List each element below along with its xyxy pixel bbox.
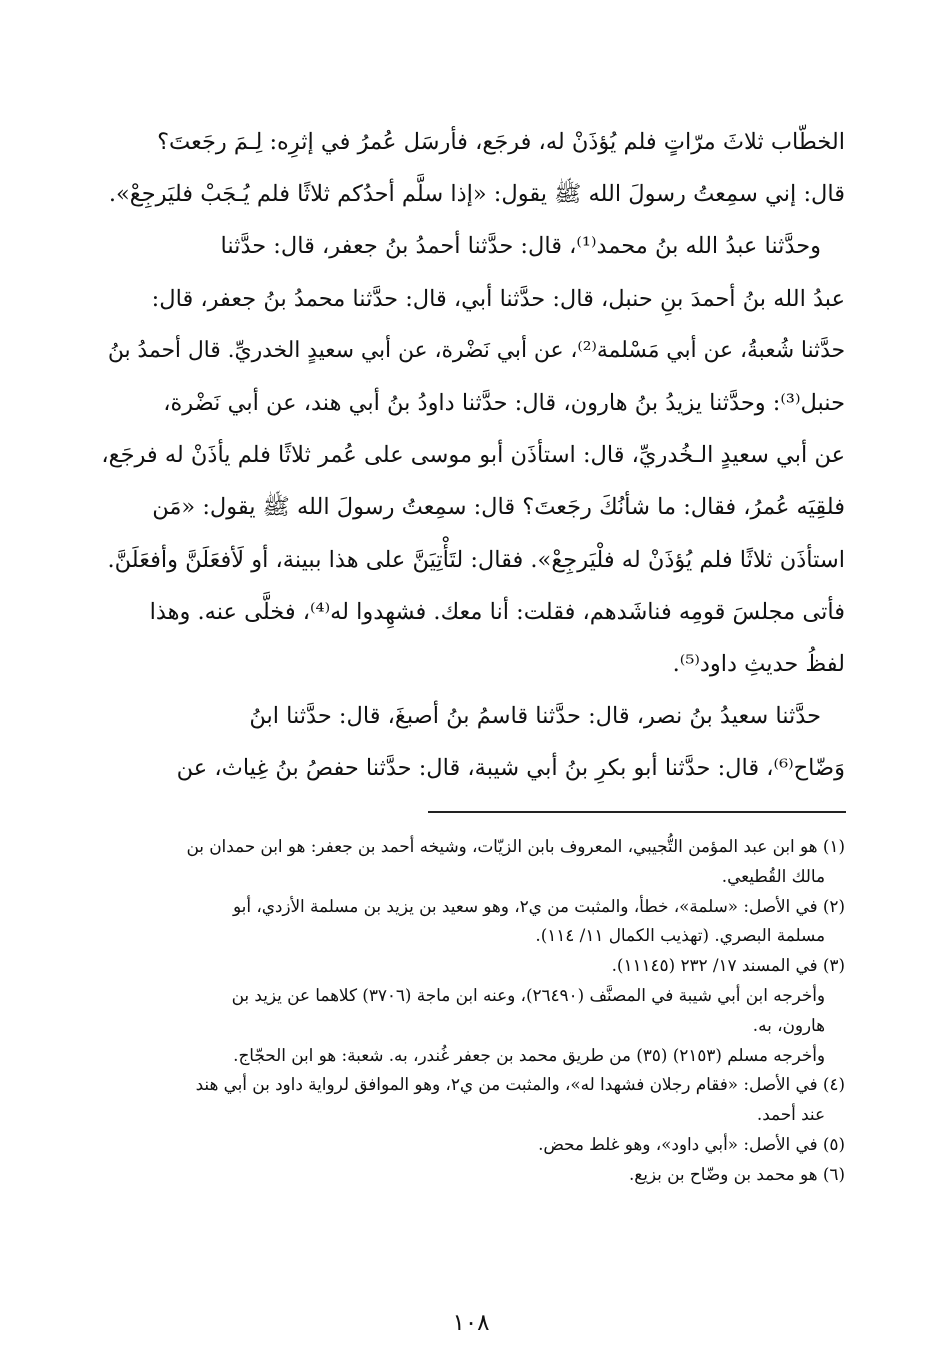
footnote-line: (٥) في الأصل: «أبي داود»، وهو غلط محض. [538,1133,845,1154]
footnote-line: وأخرجه مسلم (٢١٥٣) (٣٥) من طريق محمد بن جعفر غُندر، به. شعبة: هو ابن الحجّاج. [233,1044,825,1065]
footnote-line: عند أحمد. [756,1104,825,1125]
text-line: عن أبي سعيدٍ الـخُدريِّ، قال: استأذَن أبو موسى على عُمر ثلاثًا فلم يأذَنْ له فرجَع، [101,442,845,469]
text-line: قال: إني سمِعتُ رسولَ الله ﷺ يقول: «إذا سلَّم أحدُكم ثلاثًا فلم يُـجَبْ فليَرجِعْ». [108,181,845,208]
footnote-line: (٦) هو محمد بن وضّاح بن بزيع. [628,1163,845,1184]
text-line: الخطّاب ثلاثَ مرّاتٍ فلم يُؤذَنْ له، فرجَع، فأرسَل عُمرُ في إثرِه: لِـمَ رجَعتَ؟ [157,129,845,155]
text-line: استأذَن ثلاثًا فلم يُؤذَنْ له فلْيَرجِعْ». فقال: لتَأْتِيَنَّ على هذا ببينة، أو لَأفعَلَنَّ وأفعَلَنَّ. [107,546,845,573]
footnote-line: هارون، به. [752,1014,825,1035]
text-line: حدَّثنا شُعبةُ، عن أبي مَسْلمة⁽²⁾، عن أبي نَضْرة، عن أبي سعيدٍ الخدريِّ. قال أحمدُ بنُ [107,337,845,363]
text-line: وَضّاح⁽⁶⁾، قال: حدَّثنا أبو بكرِ بنُ أبي شيبة، قال: حدَّثنا حفصُ بنُ غِياث، عن [176,755,845,782]
main-text [100,116,845,795]
footnote-line: مسلمة البصري. (تهذيب الكمال ١١/ ١١٤). [535,925,825,946]
text-line: حنبل⁽³⁾: وحدَّثنا يزيدُ بنُ هارون، قال: حدَّثنا داودُ بنُ أبي هند، عن أبي نَضْرة، [163,390,845,417]
text-line: وحدَّثنا عبدُ الله بنُ محمد⁽¹⁾، قال: حدَّثنا أحمدُ بنُ جعفر، قال: حدَّثنا [220,233,821,260]
footnote-separator [428,811,846,813]
text-line: فلقِيَه عُمرُ، فقال: ما شأنُكَ رجَعتَ؟ قال: سمِعتُ رسولَ الله ﷺ يقول: «مَن [152,494,845,521]
footnotes [100,832,845,1190]
footnote-line: وأخرجه ابن أبي شيبة في المصنَّف (٢٦٤٩٠)، وعنه ابن ماجة (٣٧٠٦) كلاهما عن يزيد بن [231,984,825,1005]
footnote-line: (٣) في المسند ١٧/ ٢٣٢ (١١١٤٥). [611,955,845,976]
text-line: لفظُ حديثِ داود⁽⁵⁾. [672,651,845,678]
text-line: عبدُ الله بنُ أحمدَ بنِ حنبل، قال: حدَّثنا أبي، قال: حدَّثنا محمدُ بنُ جعفر، قال: [151,285,845,312]
page-number: ١٠٨ [452,1310,490,1336]
footnote-line: (١) هو ابن عبد المؤمن التُّجيبي، المعروف بابن الزيّات، وشيخه أحمد بن جعفر: هو ابن حمدان بن [186,836,845,856]
text-line: حدَّثنا سعيدُ بنُ نصر، قال: حدَّثنا قاسمُ بنُ أصبغَ، قال: حدَّثنا ابنُ [249,703,821,730]
text-line: فأتى مجلسَ قومِه فناشَدهم، فقلت: أنا معك. فشهِدوا له⁽⁴⁾، فخلَّى عنه. وهذا [149,598,845,625]
footnote-line: (٢) في الأصل: «سلمة»، خطأ، والمثبت من ي٢، وهو سعيد بن يزيد بن مسلمة الأزدي، أبو [233,895,845,916]
footnote-line: (٤) في الأصل: «فقام رجلان فشهدا له»، والمثبت من ي٢، وهو الموافق لرواية داود بن أبي هند [195,1074,845,1095]
footnote-line: مالك القُطيعي. [721,865,825,886]
